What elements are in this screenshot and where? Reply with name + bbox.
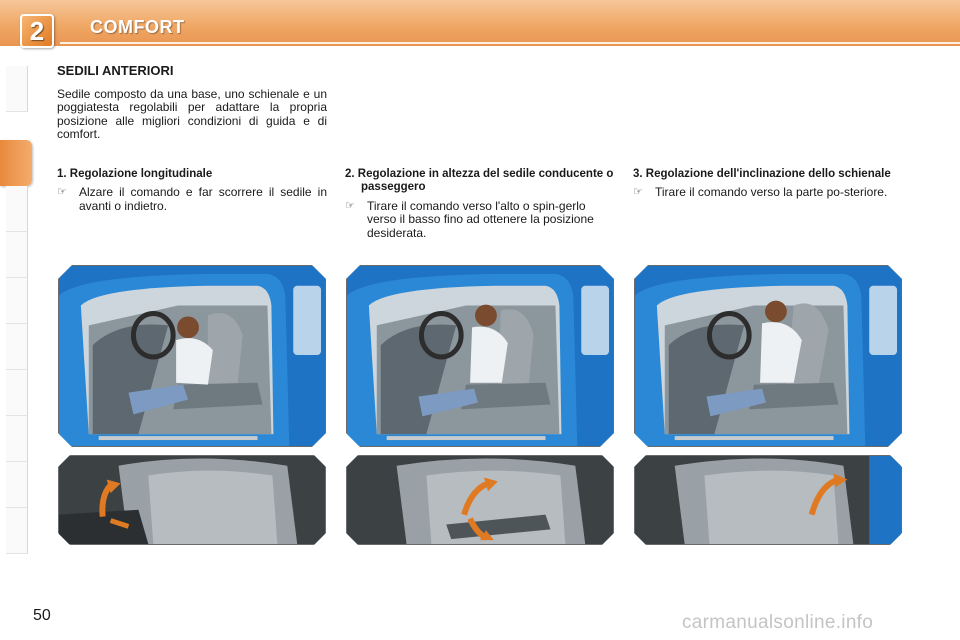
- page-number: 50: [33, 607, 51, 624]
- illustration-longitudinal-adjustment: [58, 265, 326, 447]
- step-column-3: [633, 168, 903, 200]
- chapter-tab-1[interactable]: [6, 66, 28, 112]
- chapter-title: COMFORT: [90, 17, 185, 37]
- header-divider: [60, 42, 960, 44]
- detail-backrest-lever: [634, 455, 902, 545]
- chapter-tab-10[interactable]: [6, 508, 28, 554]
- chapter-tab-8[interactable]: [6, 416, 28, 462]
- step-text: Tirare il comando verso la parte po-steriore.: [655, 185, 888, 200]
- hand-pointer-icon: ☞: [633, 186, 643, 199]
- illustration-height-adjustment: [346, 265, 614, 447]
- detail-longitudinal-lever: [58, 455, 326, 545]
- step-column-2: [345, 168, 615, 240]
- chapter-tab-strip: [0, 66, 34, 574]
- section-title: SEDILI ANTERIORI: [57, 63, 174, 78]
- chapter-number-badge: 2: [20, 14, 54, 48]
- step-text: Alzare il comando e far scorrere il sedile in avanti o indietro.: [79, 185, 327, 213]
- detail-height-lever: [346, 455, 614, 545]
- step-title: 3. Regolazione dell'inclinazione dello schienale: [633, 168, 891, 180]
- illustration-backrest-adjustment: [634, 265, 902, 447]
- chapter-tab-4[interactable]: [6, 232, 28, 278]
- hand-pointer-icon: ☞: [345, 199, 355, 212]
- chapter-tab-7[interactable]: [6, 370, 28, 416]
- hand-pointer-icon: ☞: [57, 186, 67, 199]
- step-title: 2. Regolazione in altezza del sedile conducente o passeggero: [345, 168, 614, 194]
- chapter-tab-9[interactable]: [6, 462, 28, 508]
- step-title: 1. Regolazione longitudinale: [57, 168, 213, 180]
- step-text: Tirare il comando verso l'alto o spin-gerlo verso il basso fino ad ottenere la posizione desiderata.: [367, 198, 594, 240]
- watermark: carmanualsonline.info: [682, 612, 874, 633]
- chapter-tab-5[interactable]: [6, 278, 28, 324]
- step-column-1: [57, 168, 327, 213]
- chapter-tab-6[interactable]: [6, 324, 28, 370]
- section-intro: Sedile composto da una base, uno schienale e un poggiatesta regolabili per adattare la propria posizione alle migliori condizioni di guida e di comfort.: [57, 87, 327, 142]
- chapter-tab-2-active[interactable]: [0, 140, 32, 186]
- chapter-tab-3[interactable]: [6, 186, 28, 232]
